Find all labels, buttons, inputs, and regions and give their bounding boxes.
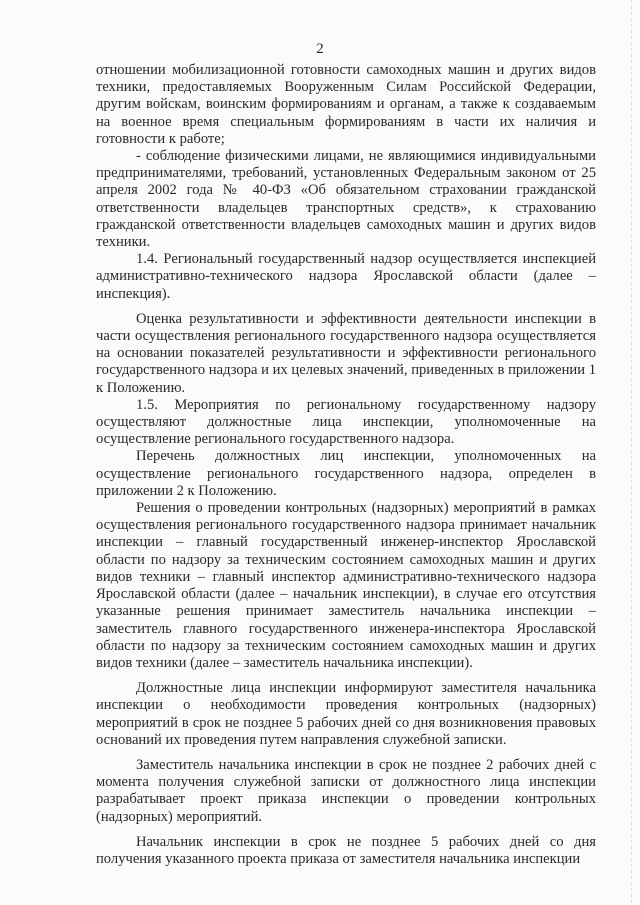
paragraph-9: Заместитель начальника инспекции в срок не позднее 2 рабочих дней с момента получения служебной записки от должностного лица инспекции разрабатывает проект приказа инспекции о проведении контрольных (надзорных) мероприятий. (96, 756, 596, 825)
paragraph-10: Начальник инспекции в срок не позднее 5 рабочих дней со дня получения указанного проекта приказа от заместителя начальника инспекции (96, 833, 596, 867)
paragraph-8: Должностные лица инспекции информируют заместителя начальника инспекции о необходимости проведения контрольных (надзорных) мероприятий в срок не позднее 5 рабочих дней со дня возникновения правовых оснований их проведения путем направления служебной записки. (96, 680, 596, 748)
paragraph-1: отношении мобилизационной готовности самоходных машин и других видов техники, предоставляемых Вооруженным Силам Российской Федерации, другим войскам, воинским формированиям и органам, а также к создаваемым на военное время специальным формированиям в части их наличия и готовности к работе; (96, 62, 596, 147)
paragraph-6: Перечень должностных лиц инспекции, уполномоченных на осуществление регионального государственного надзора, определен в приложении 2 к Положению. (96, 448, 596, 499)
page-number: 2 (316, 41, 324, 57)
paragraph-2: - соблюдение физическими лицами, не являющимися индивидуальными предпринимателями, требований, установленных Федеральным законом от 25 апреля 2002 года № 40-ФЗ «Об обязательном страховании гражданской ответственности владельцев транспортных средств», к страхованию гражданской ответственности владельцев самоходных машин и других видов техники. (96, 148, 596, 251)
paragraph-7: Решения о проведении контрольных (надзорных) мероприятий в рамках осуществления регионального государственного надзора принимает начальник инспекции – главный государственный инженер-инспектор Ярославской области по надзору за техническим состоянием самоходных машин и других видов техники – главный инспектор административно-технического надзора Ярославской области (далее – начальник инспекции), в случае его отсутствия указанные решения принимает заместитель начальника инспекции – заместитель главного государственного инженера-инспектора Ярославской области по надзору за техническим состоянием самоходных машин и других видов техники (далее – заместитель начальника инспекции). (96, 500, 596, 671)
scan-edge-line (631, 0, 632, 905)
paragraph-3: 1.4. Региональный государственный надзор осуществляется инспекцией административно-технического надзора Ярославской области (далее – инспекция). (96, 251, 596, 302)
document-body (96, 62, 596, 868)
paragraph-5: 1.5. Мероприятия по региональному государственному надзору осуществляют должностные лица инспекции, уполномоченные на осуществление регионального государственного надзора. (96, 396, 596, 448)
paragraph-4: Оценка результативности и эффективности деятельности инспекции в части осуществления регионального государственного надзора осуществляется на основании показателей результативности и эффективности регионального государственного надзора и их целевых значений, приведенных в приложении 1 к Положению. (96, 310, 596, 396)
